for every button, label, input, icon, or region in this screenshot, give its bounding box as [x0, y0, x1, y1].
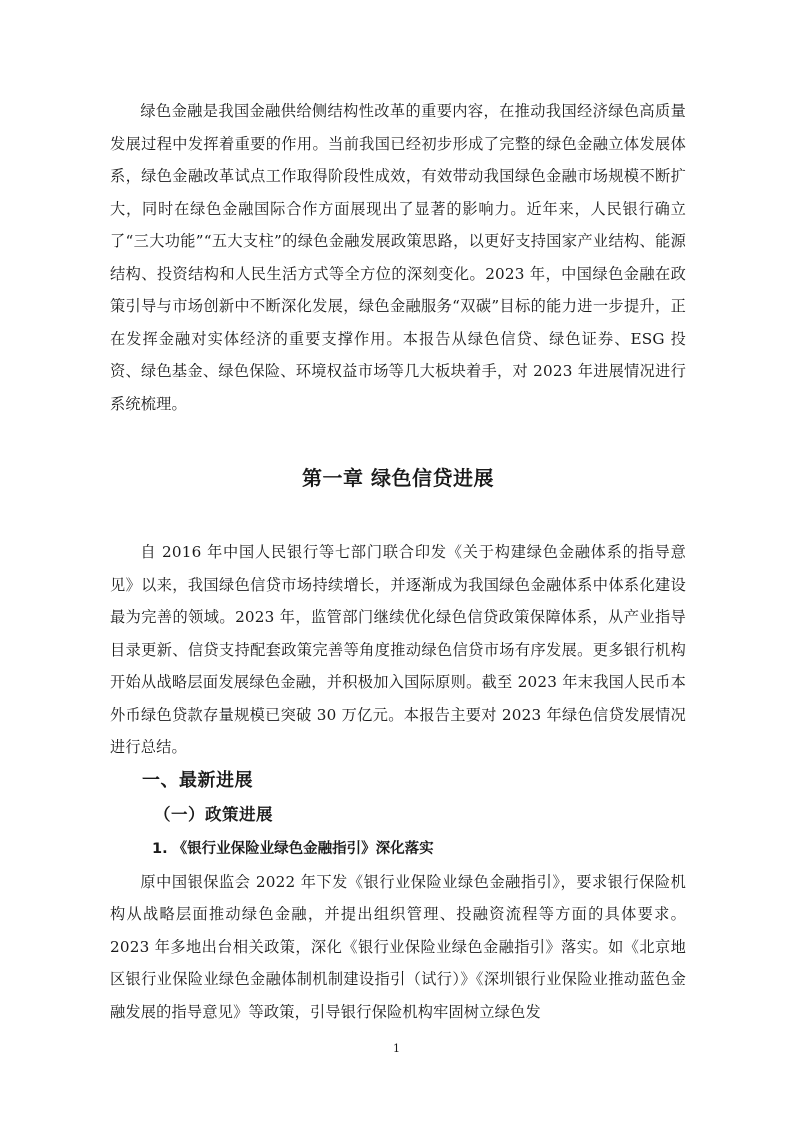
chapter-intro-paragraph: 自 2016 年中国人民银行等七部门联合印发《关于构建绿色金融体系的指导意见》以来，我国绿色信贷市场持续增长，并逐渐成为我国绿色金融体系中体系化建设最为完善的领域。2023 年，监管部门继续优化绿色信贷政策保障体系，从产业指导目录更新、信贷支持配套政策完善等角度推动绿色信贷市场有序发展。更多银行机构开始从战略层面发展绿色金融，并积极加入国际原则。截至 2023 年末我国人民币本外币绿色贷款存量规模已突破 30 万亿元。本报告主要对 2023 年绿色信贷发展情况进行总结。: [110, 543, 686, 756]
item-paragraph: 原中国银保监会 2022 年下发《银行业保险业绿色金融指引》，要求银行保险机构从战略层面推动绿色金融，并提出组织管理、投融资流程等方面的具体要求。2023 年多地出台相关政策，深化《银行业保险业绿色金融指引》落实。如《北京地区银行业保险业绿色金融体制机制建设指引（试行）》《深圳银行业保险业推动蓝色金融发展的指导意见》等政策，引导银行保险机构牢固树立绿色发: [110, 872, 686, 1021]
intro-paragraph: 绿色金融是我国金融供给侧结构性改革的重要内容，在推动我国经济绿色高质量发展过程中发挥着重要的作用。当前我国已经初步形成了完整的绿色金融立体发展体系，绿色金融改革试点工作取得阶段性成效，有效带动我国绿色金融市场规模不断扩大，同时在绿色金融国际合作方面展现出了显著的影响力。近年来，人民银行确立了“三大功能”“五大支柱”的绿色金融发展政策思路，以更好支持国家产业结构、能源结构、投资结构和人民生活方式等全方位的深刻变化。2023 年，中国绿色金融在政策引导与市场创新中不断深化发展，绿色金融服务“双碳”目标的能力进一步提升，正在发挥金融对实体经济的重要支撑作用。本报告从绿色信贷、绿色证券、ESG 投资、绿色基金、绿色保险、环境权益市场等几大板块着手，对 2023 年进展情况进行系统梳理。: [110, 102, 686, 413]
section-heading: 一、最新进展: [142, 769, 253, 791]
chapter-spacer: [110, 498, 686, 536]
subsection-heading: （一）政策进展: [154, 804, 273, 824]
page-number: 1: [393, 1042, 400, 1055]
document-page: [110, 95, 686, 1028]
chapter-title: 第一章 绿色信贷进展: [302, 466, 494, 490]
item-heading: 1. 《银行业保险业绿色金融指引》深化落实: [152, 840, 434, 857]
